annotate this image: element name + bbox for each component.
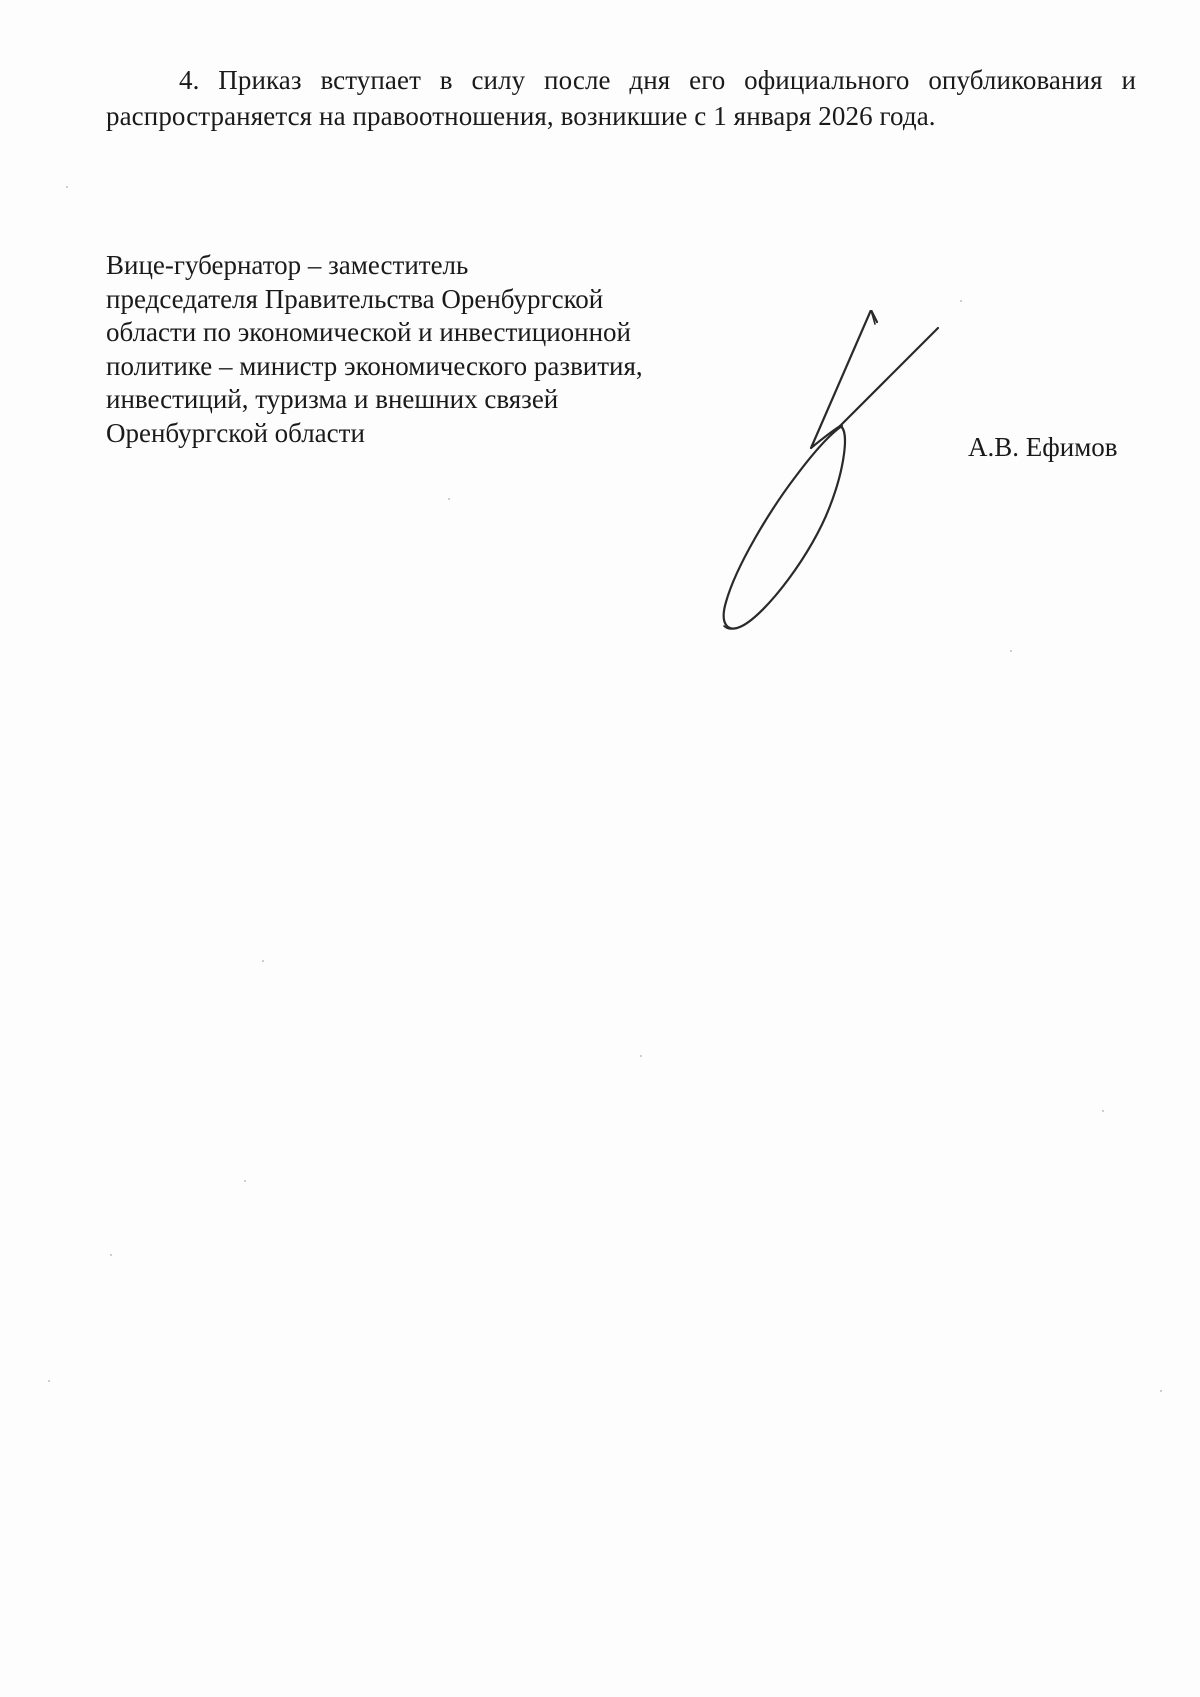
scan-speck [244, 1180, 246, 1182]
signatory-title-line: председателя Правительства Оренбургской [106, 283, 604, 314]
scan-speck [66, 186, 68, 188]
scan-speck [1102, 1110, 1104, 1112]
scan-speck [960, 300, 962, 302]
signatory-title-line: Вице-губернатор – заместитель [106, 250, 469, 280]
signatory-title-line: области по экономической и инвестиционной [106, 317, 631, 347]
scan-speck [448, 498, 450, 500]
signatory-title-line: инвестиций, туризма и внешних связей [106, 384, 559, 414]
signatory-title-line: политике – министр экономического развития, [106, 350, 643, 381]
signer-name: А.В. Ефимов [968, 432, 1118, 462]
scan-speck [640, 1055, 642, 1057]
scan-speck [48, 1380, 50, 1382]
scan-speck [1160, 1390, 1162, 1392]
paragraph-4: 4. Приказ вступает в силу после дня его официального опубликования и распространяется на правоотношения, возникшие с 1 января 2026 года. [106, 65, 1136, 131]
signatory-title-line: Оренбургской области [106, 417, 365, 448]
handwritten-signature-icon [700, 310, 960, 640]
scan-speck [1010, 650, 1012, 652]
scan-speck [262, 960, 264, 962]
signatory-title [106, 249, 726, 450]
scan-speck [110, 1254, 112, 1256]
